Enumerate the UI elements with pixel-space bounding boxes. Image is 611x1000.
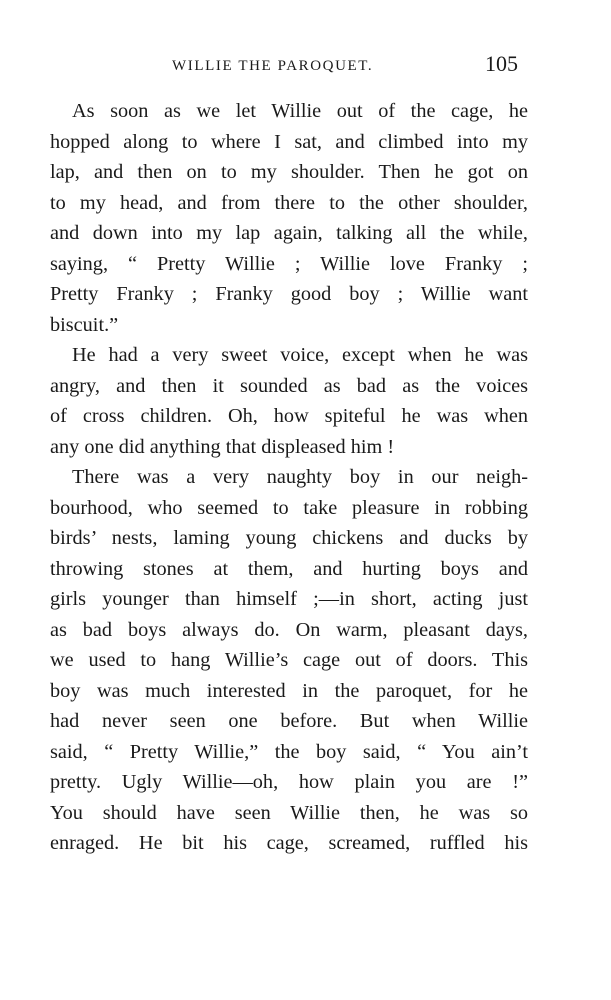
text-line: said, “ Pretty Willie,” the boy said, “ You ain’t <box>50 740 528 763</box>
text-line: He had a very sweet voice, except when he was <box>72 344 528 366</box>
text-line: angry, and then it sounded as bad as the voices <box>50 374 528 397</box>
text-line: boy was much interested in the paroquet, for he <box>50 679 528 702</box>
running-head <box>0 50 611 84</box>
text-line: of cross children. Oh, how spiteful he was when <box>50 405 528 427</box>
text-line: as bad boys always do. On warm, pleasant days, <box>50 618 528 641</box>
text-line: birds’ nests, laming young chickens and ducks by <box>50 527 528 549</box>
text-line: and down into my lap again, talking all the while, <box>50 222 528 244</box>
text-line: enraged. He bit his cage, screamed, ruffled his <box>50 832 528 854</box>
text-line: lap, and then on to my shoulder. Then he got on <box>50 161 528 183</box>
body-text <box>50 96 528 859</box>
text-line: saying, “ Pretty Willie ; Willie love Franky ; <box>50 252 528 275</box>
text-line: As soon as we let Willie out of the cage, he <box>72 100 528 122</box>
text-line: pretty. Ugly Willie—oh, how plain you are !” <box>50 771 528 793</box>
text-line: any one did anything that displeased him ! <box>50 435 395 458</box>
text-line: hopped along to where I sat, and climbed into my <box>50 130 528 153</box>
text-line: Pretty Franky ; Franky good boy ; Willie want <box>50 283 528 305</box>
text-line: biscuit.” <box>50 313 119 336</box>
text-line: to my head, and from there to the other shoulder, <box>50 191 528 214</box>
page-number: 105 <box>485 51 518 76</box>
text-line: had never seen one before. But when Willie <box>50 710 528 732</box>
text-line: we used to hang Willie’s cage out of doors. This <box>50 649 528 671</box>
text-line: girls younger than himself ;—in short, acting just <box>50 588 528 610</box>
text-line: There was a very naughty boy in our neigh- <box>72 466 528 488</box>
text-line: You should have seen Willie then, he was so <box>50 801 528 824</box>
text-line: bourhood, who seemed to take pleasure in robbing <box>50 496 528 519</box>
text-line: throwing stones at them, and hurting boys and <box>50 557 528 580</box>
running-title: WILLIE THE PAROQUET. <box>172 58 374 74</box>
